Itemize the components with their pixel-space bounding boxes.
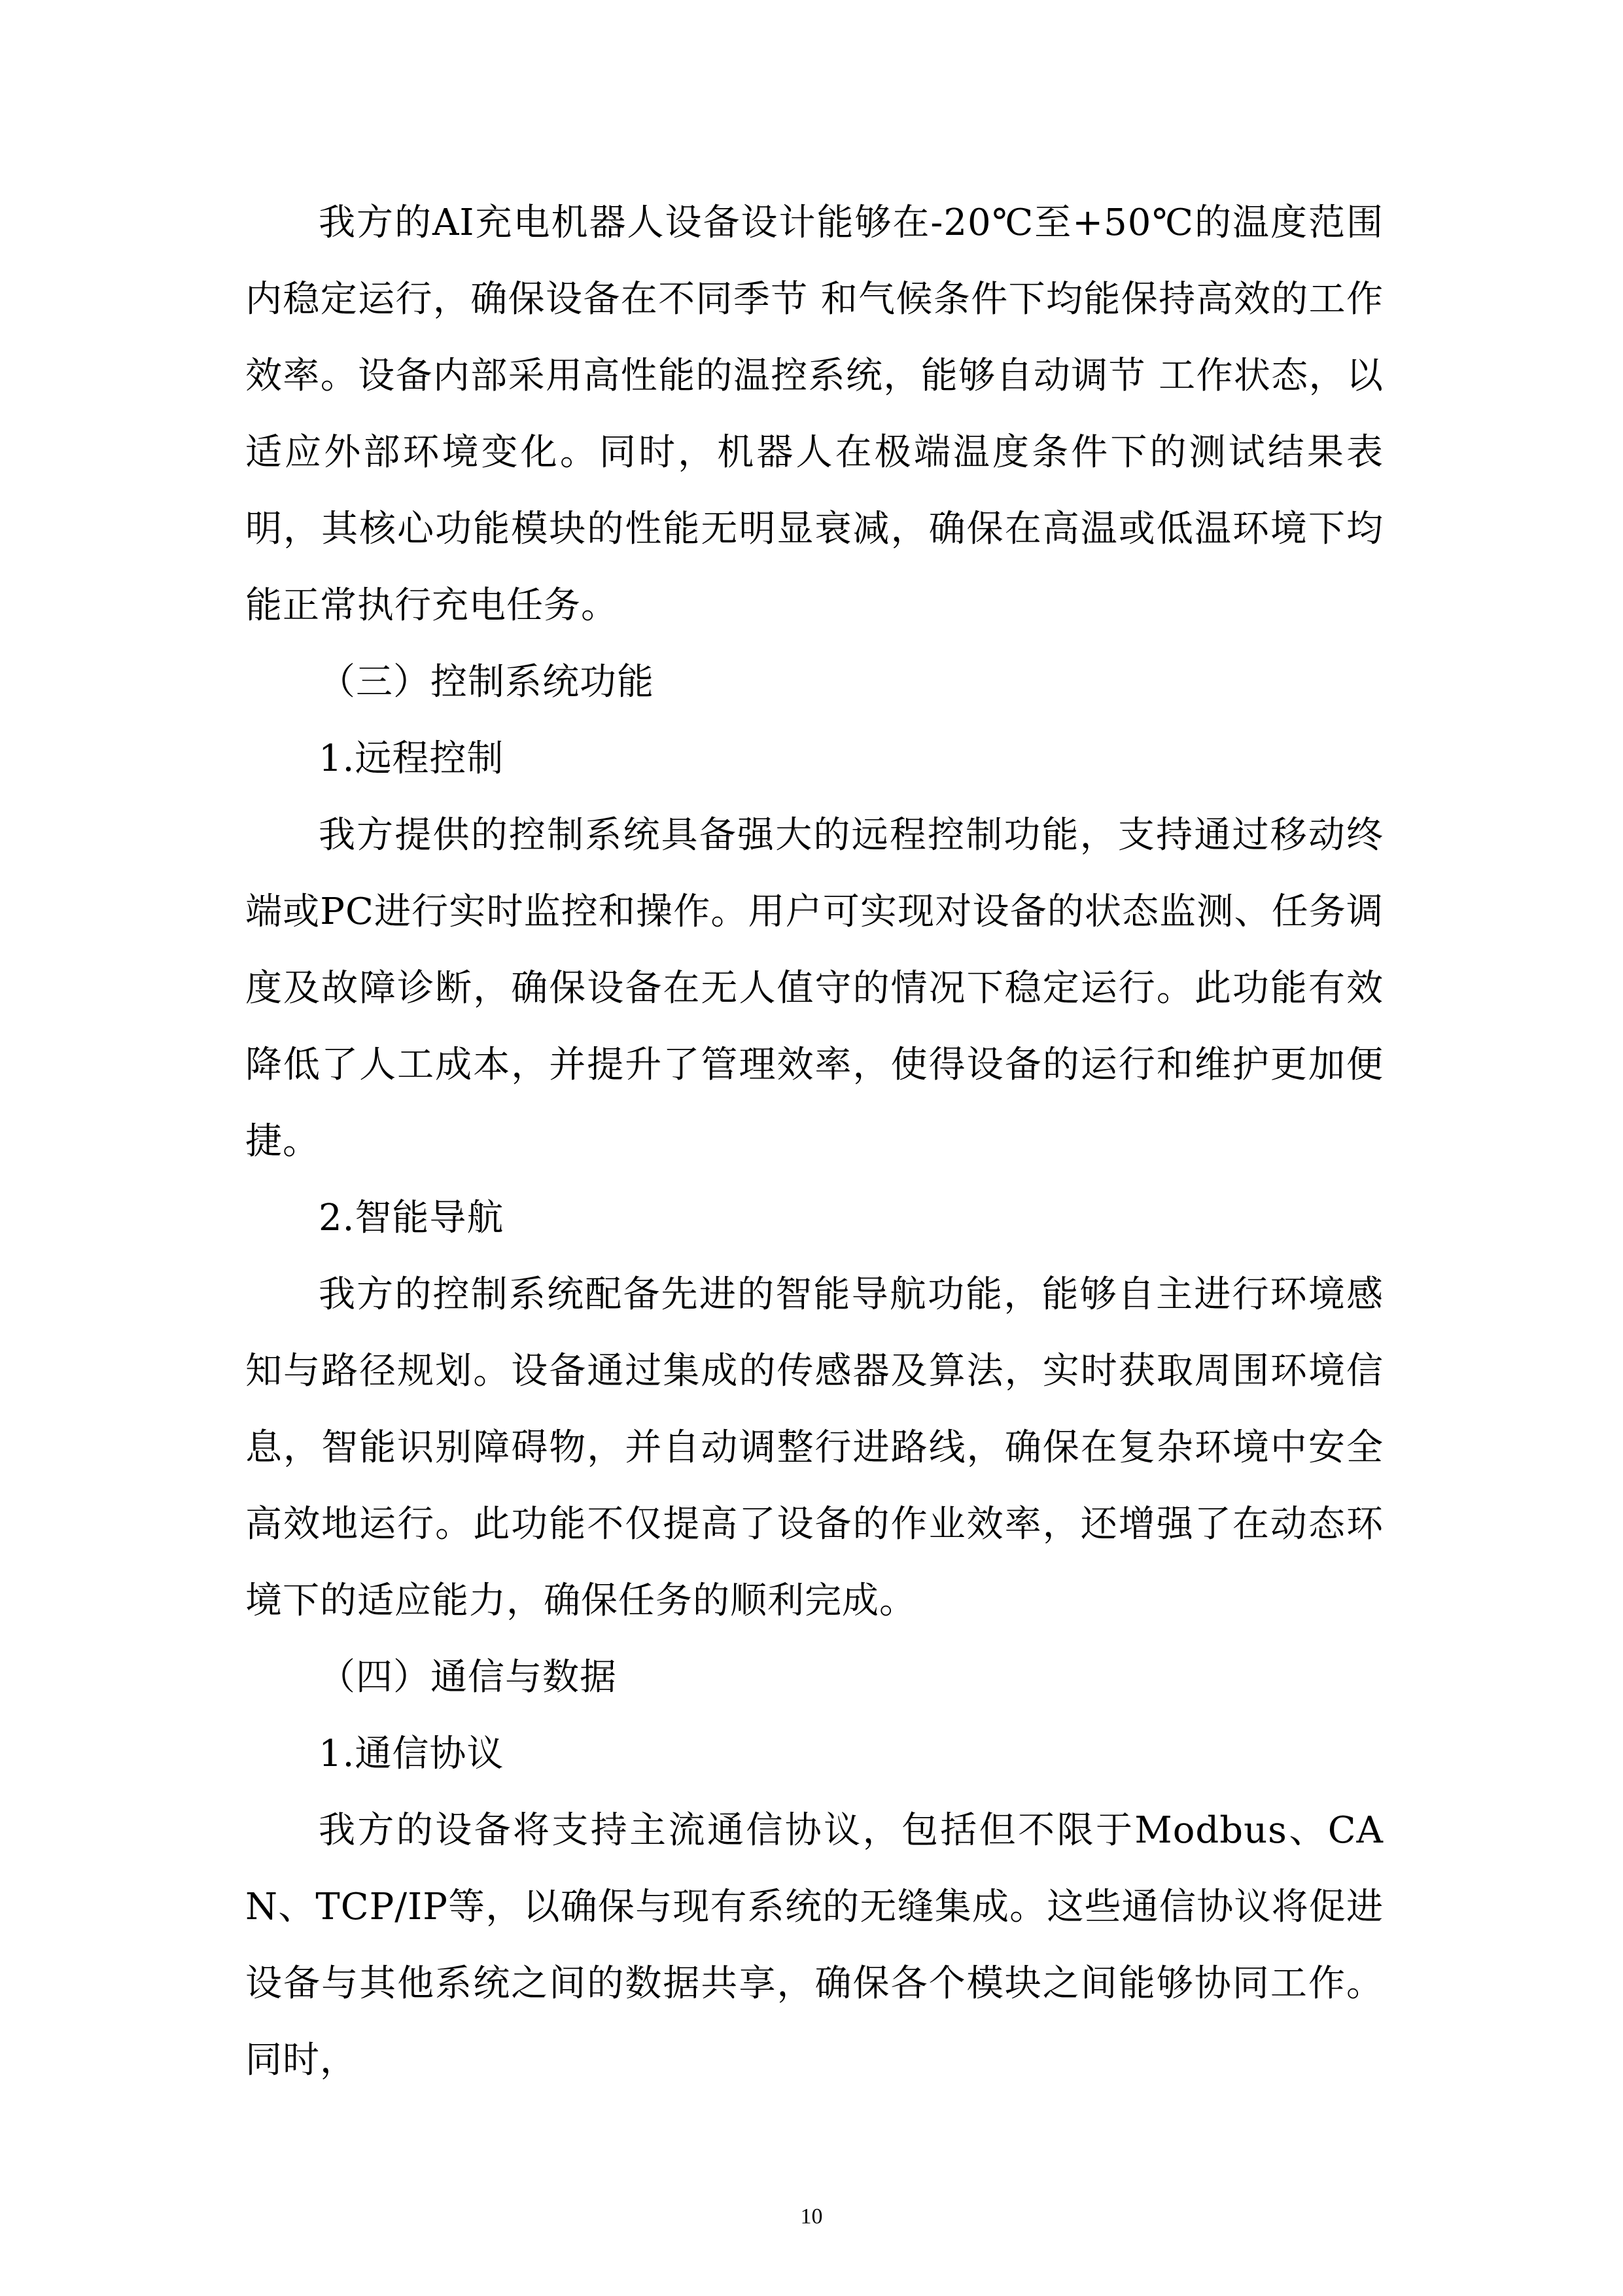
subsection-heading-remote-control: 1.远程控制 [319, 737, 504, 780]
subsection-heading-communication-protocol: 1.通信协议 [319, 1733, 504, 1775]
page-number: 10 [800, 2204, 823, 2229]
paragraph-temperature-range: 我方的AI充电机器人设备设计能够在-20℃至+50℃的温度范围内稳定运行，确保设备在不同季节 和气候条件下均能保持高效的工作效率。设备内部采用高性能的温控系统，能够自动调节 工作状态，以适应外部环境变化。同时，机器人在极端温度条件下的测试结果表明，其核心功能模块的性能无明显衰减，确保在高温或低温环境下均能正常执行充电任务。 [245, 202, 1384, 627]
section-heading-control-system: （三）控制系统功能 [319, 661, 654, 703]
section-heading-communication-data: （四）通信与数据 [319, 1656, 617, 1699]
paragraph-smart-navigation: 我方的控制系统配备先进的智能导航功能，能够自主进行环境感知与路径规划。设备通过集成的传感器及算法，实时获取周围环境信息，智能识别障碍物，并自动调整行进路线，确保在复杂环境中安全高效地运行。此功能不仅提高了设备的作业效率，还增强了在动态环境下的适应能力，确保任务的顺利完成。 [245, 1273, 1384, 1622]
paragraph-remote-control: 我方提供的控制系统具备强大的远程控制功能，支持通过移动终端或PC进行实时监控和操作。用户可实现对设备的状态监测、任务调度及故障诊断，确保设备在无人值守的情况下稳定运行。此功能有效降低了人工成本，并提升了管理效率，使得设备的运行和维护更加便捷。 [245, 814, 1384, 1163]
subsection-heading-smart-navigation: 2.智能导航 [319, 1197, 504, 1239]
document-body [245, 185, 1384, 2098]
paragraph-communication-protocol: 我方的设备将支持主流通信协议，包括但不限于Modbus、CAN、TCP/IP等，以确保与现有系统的无缝集成。这些通信协议将促进设备与其他系统之间的数据共享，确保各个模块之间能够协同工作。同时， [245, 1809, 1384, 2081]
